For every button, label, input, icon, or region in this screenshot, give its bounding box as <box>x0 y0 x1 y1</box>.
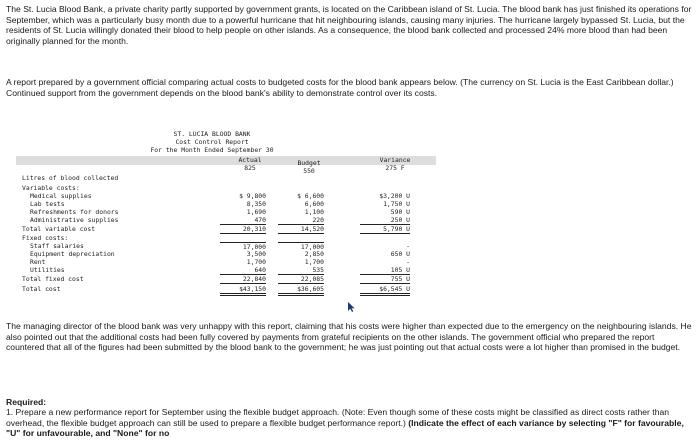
row-budget: $ 6,600 <box>297 192 324 200</box>
total-variable-actual: 20,310 <box>220 225 266 234</box>
row-variance: $3,200 U <box>379 192 410 200</box>
fixed-costs-label: Fixed costs: <box>22 234 69 242</box>
report-intro-paragraph: A report prepared by a government official comparing actual costs to budgeted costs for the blood bank appears below. (The currency on St. Lucia is the East Caribbean dollar.) Continued support from the government depends on the blood bank's ability to demonstrate control over its costs. <box>6 77 674 98</box>
header-bar <box>16 156 436 165</box>
variable-costs-label: Variable costs: <box>22 184 80 192</box>
total-cost-budget: $36,605 <box>278 285 324 296</box>
row-budget: 6,600 <box>304 200 324 208</box>
total-variable-budget: 14,520 <box>278 225 324 234</box>
total-fixed-actual: 22,840 <box>220 275 266 284</box>
row-actual: 470 <box>220 216 266 225</box>
row-budget: 1,700 <box>304 258 324 266</box>
col-actual-header: Actual <box>238 156 262 164</box>
row-actual: 1,700 <box>246 258 266 266</box>
row-budget: 17,000 <box>278 242 324 251</box>
total-variable-variance: 5,790 U <box>360 225 410 234</box>
row-label: Utilities <box>30 266 65 274</box>
col-budget-header: Budget <box>297 159 321 167</box>
total-cost-label: Total cost <box>22 285 61 293</box>
total-cost-variance: $6,545 U <box>360 285 410 296</box>
intro-paragraph: The St. Lucia Blood Bank, a private charity partly supported by government grants, is located on the Caribbean island of St. Lucia. The blood bank has just finished its operations for September, which was a particularly busy month due to a powerful hurricane that hit neighbouring islands, causing many injuries. The hurricane largely bypassed St. Lucia, but the residents of St. Lucia willingly donated their blood to help people on other islands. As a consequence, the blood bank collected and processed 24% more blood than had been originally planned for the month. <box>6 4 692 46</box>
row-variance: 1,750 U <box>383 200 410 208</box>
row-label: Lab tests <box>30 200 65 208</box>
liters-label: Litres of blood collected <box>22 174 119 182</box>
report-subtitle: Cost Control Report <box>175 138 249 146</box>
row-budget: 220 <box>278 216 324 225</box>
liters-variance: 275 F <box>385 164 405 172</box>
required-heading: Required: <box>6 397 47 407</box>
row-variance: - <box>406 258 410 266</box>
row-actual: 17,000 <box>220 242 266 251</box>
row-variance: 105 U <box>360 266 410 275</box>
row-actual: 640 <box>220 266 266 275</box>
required-instruction-bold: (Indicate the effect of each variance by selecting "F" for favourable, "U" for unfavourable, and "None" for no <box>6 417 684 439</box>
row-variance: - <box>406 242 410 250</box>
discussion-paragraph: The managing director of the blood bank was very unhappy with this report, claiming that his costs were higher than expected due to the emergency on the neighbouring islands. He also pointed out that the additional costs had been fully covered by payments from grateful recipients on the other islands. The government official who prepared the report countered that all of the figures had been submitted by the blood bank to the government; he was just pointing out that actual costs were a lot higher than promised in the budget. <box>6 321 692 353</box>
row-budget: 1,100 <box>304 208 324 216</box>
total-variable-label: Total variable cost <box>22 225 96 233</box>
total-fixed-budget: 22,085 <box>278 275 324 284</box>
row-label: Refreshments for donors <box>30 208 119 216</box>
row-label: Rent <box>30 258 46 266</box>
total-fixed-label: Total fixed cost <box>22 275 84 283</box>
row-variance: 650 U <box>390 250 410 258</box>
liters-actual: 825 <box>244 164 256 172</box>
row-actual: $ 9,800 <box>239 192 266 200</box>
required-instruction: 1. Prepare a new performance report for September using the flexible budget approach. (Note: Even though some of these costs might be classified as direct costs rather than overhead, the flexible budget approach can still be used to prepare a flexible budget performance report.) <box>6 407 670 428</box>
col-variance-header: Variance <box>379 156 411 164</box>
mouse-cursor-icon <box>346 302 356 312</box>
row-variance: 250 U <box>360 216 410 225</box>
total-cost-actual: $43,150 <box>220 285 266 296</box>
row-actual: 8,350 <box>246 200 266 208</box>
cost-control-report <box>16 126 436 307</box>
row-label: Medical supplies <box>30 192 92 200</box>
row-actual: 3,500 <box>246 250 266 258</box>
row-budget: 535 <box>278 266 324 275</box>
liters-budget: 550 <box>303 167 315 175</box>
report-period: For the Month Ended September 30 <box>150 146 274 154</box>
required-text <box>6 407 694 439</box>
row-label: Staff salaries <box>30 242 84 250</box>
row-actual: 1,690 <box>246 208 266 216</box>
report-title: ST. LUCIA BLOOD BANK <box>173 130 251 138</box>
row-budget: 2,850 <box>304 250 324 258</box>
total-fixed-variance: 755 U <box>360 275 410 284</box>
row-label: Administrative supplies <box>30 216 119 224</box>
row-label: Equipment depreciation <box>30 250 115 258</box>
row-variance: 590 U <box>390 208 410 216</box>
